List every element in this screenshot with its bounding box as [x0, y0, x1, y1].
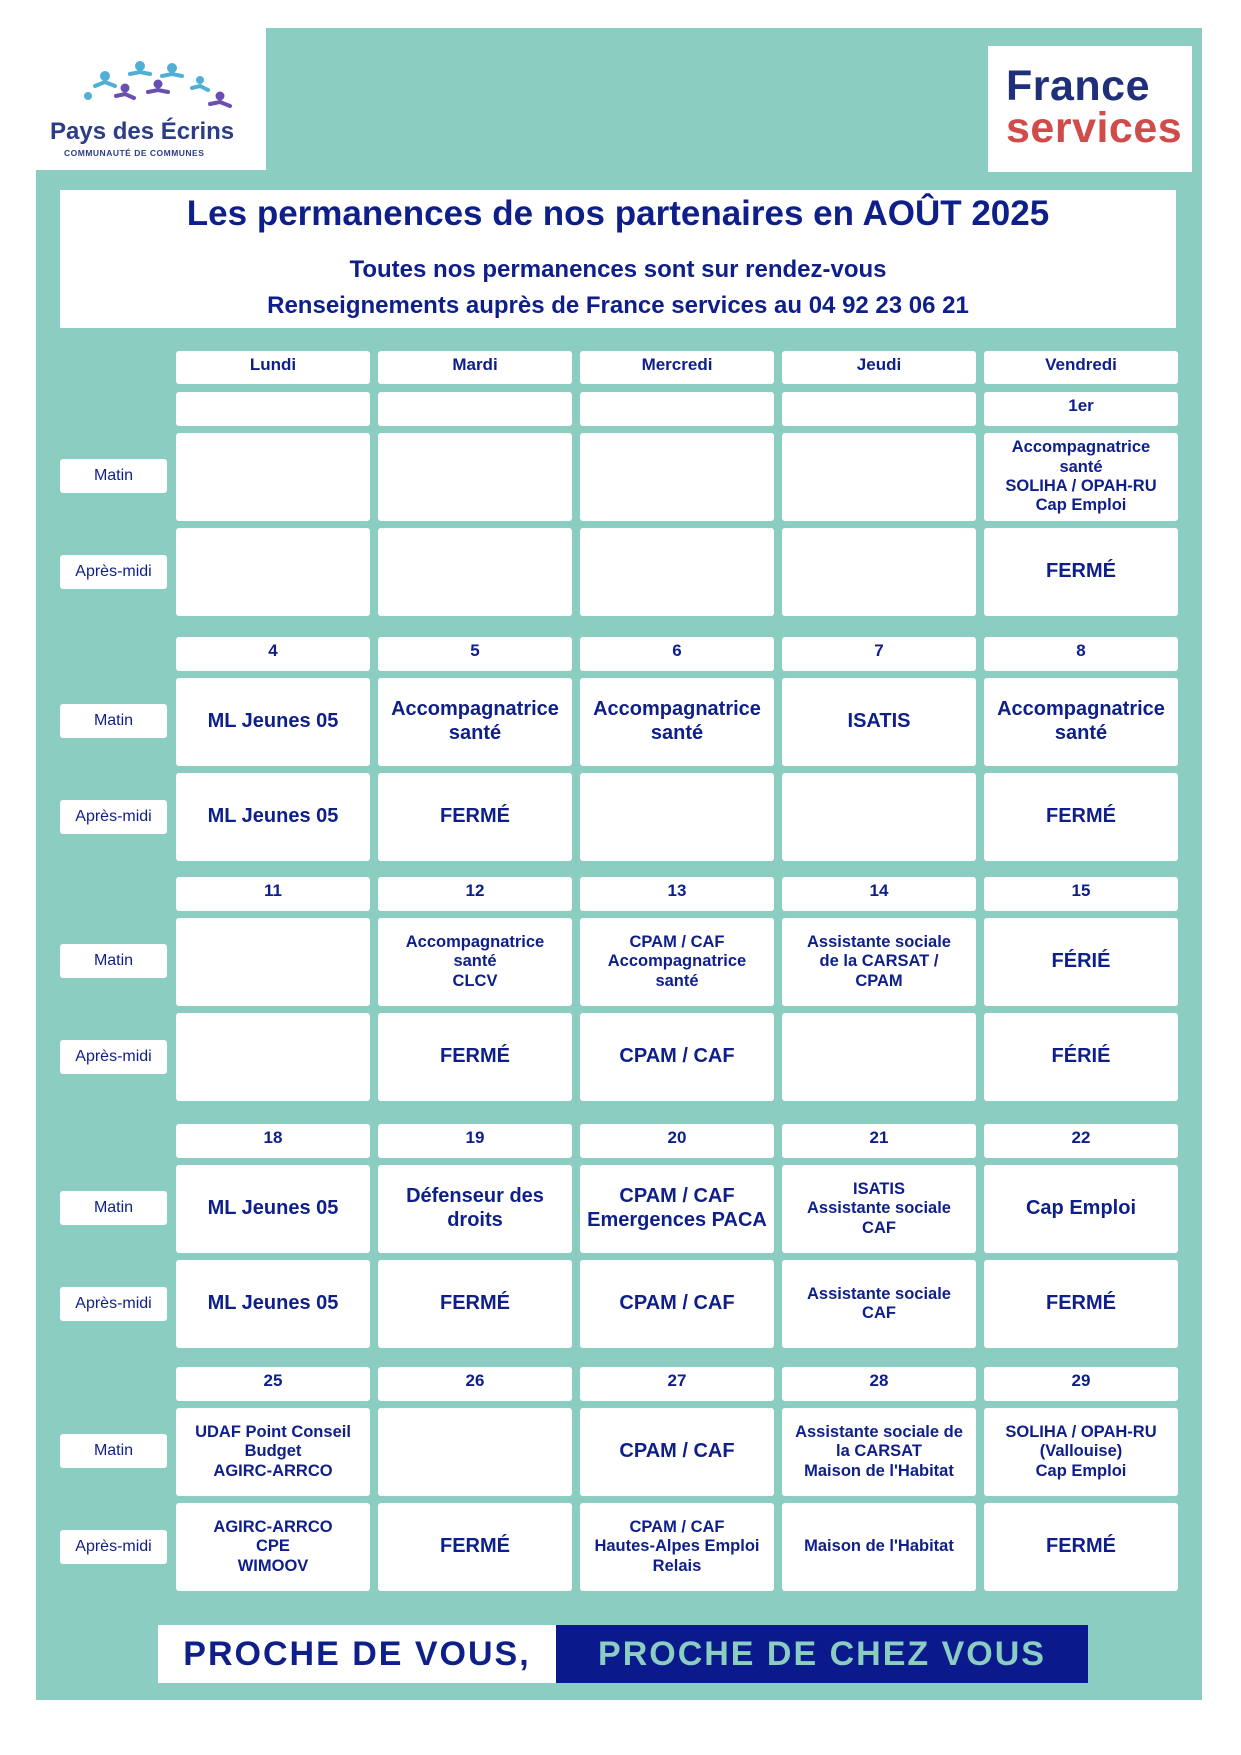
- day-header-2: Mercredi: [580, 351, 774, 384]
- morning-slot: Accompagnatrice santé SOLIHA / OPAH-RU Cap Emploi: [984, 433, 1178, 521]
- logo-subtitle: COMMUNAUTÉ DE COMMUNES: [64, 148, 205, 158]
- morning-slot: Cap Emploi: [984, 1165, 1178, 1253]
- afternoon-slot: FÉRIÉ: [984, 1013, 1178, 1101]
- date-cell: 27: [580, 1367, 774, 1401]
- logo-services: services: [1006, 104, 1183, 152]
- page-title: Les permanences de nos partenaires en AOÛT 2025: [186, 194, 1050, 233]
- morning-slot: Assistante sociale de la CARSAT Maison de l'Habitat: [782, 1408, 976, 1496]
- morning-slot: ML Jeunes 05: [176, 1165, 370, 1253]
- morning-slot: [378, 433, 572, 521]
- morning-slot: [176, 433, 370, 521]
- morning-slot: Assistante sociale de la CARSAT / CPAM: [782, 918, 976, 1006]
- afternoon-slot: Maison de l'Habitat: [782, 1503, 976, 1591]
- afternoon-slot: FERMÉ: [378, 773, 572, 861]
- morning-slot: [378, 1408, 572, 1496]
- afternoon-slot: FERMÉ: [378, 1260, 572, 1348]
- afternoon-slot: [782, 1013, 976, 1101]
- date-cell: [782, 392, 976, 426]
- day-header-3: Jeudi: [782, 351, 976, 384]
- afternoon-slot: [580, 773, 774, 861]
- morning-slot: UDAF Point Conseil Budget AGIRC-ARRCO: [176, 1408, 370, 1496]
- label-matin: Matin: [60, 704, 167, 738]
- label-apres-midi: Après-midi: [60, 1530, 167, 1564]
- date-cell: 6: [580, 637, 774, 671]
- afternoon-slot: CPAM / CAF Hautes-Alpes Emploi Relais: [580, 1503, 774, 1591]
- date-cell: 12: [378, 877, 572, 911]
- afternoon-slot: [176, 1013, 370, 1101]
- date-cell: 21: [782, 1124, 976, 1158]
- afternoon-slot: ML Jeunes 05: [176, 773, 370, 861]
- date-cell: 11: [176, 877, 370, 911]
- afternoon-slot: FERMÉ: [984, 773, 1178, 861]
- afternoon-slot: CPAM / CAF: [580, 1260, 774, 1348]
- afternoon-slot: Assistante sociale CAF: [782, 1260, 976, 1348]
- morning-slot: Accompagnatrice santé: [580, 678, 774, 766]
- afternoon-slot: FERMÉ: [984, 1503, 1178, 1591]
- subtitle-appointment: Toutes nos permanences sont sur rendez-vous: [349, 256, 887, 283]
- date-cell: [580, 392, 774, 426]
- afternoon-slot: CPAM / CAF: [580, 1013, 774, 1101]
- france-services-logo: [988, 46, 1192, 172]
- afternoon-slot: AGIRC-ARRCO CPE WIMOOV: [176, 1503, 370, 1591]
- date-cell: 26: [378, 1367, 572, 1401]
- afternoon-slot: [782, 528, 976, 616]
- date-cell: 22: [984, 1124, 1178, 1158]
- morning-slot: Accompagnatrice santé: [984, 678, 1178, 766]
- slogan-banner: [158, 1625, 1088, 1683]
- date-cell: 14: [782, 877, 976, 911]
- logo-name: Pays des Écrins: [50, 118, 235, 145]
- label-apres-midi: Après-midi: [60, 1287, 167, 1321]
- date-cell: 5: [378, 637, 572, 671]
- afternoon-slot: [378, 528, 572, 616]
- day-header-1: Mardi: [378, 351, 572, 384]
- day-header-0: Lundi: [176, 351, 370, 384]
- label-apres-midi: Après-midi: [60, 1040, 167, 1074]
- date-cell: 4: [176, 637, 370, 671]
- morning-slot: Accompagnatrice santé CLCV: [378, 918, 572, 1006]
- morning-slot: [580, 433, 774, 521]
- morning-slot: CPAM / CAF: [580, 1408, 774, 1496]
- date-cell: 25: [176, 1367, 370, 1401]
- afternoon-slot: [782, 773, 976, 861]
- morning-slot: CPAM / CAF Emergences PACA: [580, 1165, 774, 1253]
- slogan-right: PROCHE DE CHEZ VOUS: [556, 1625, 1088, 1683]
- logo-france: France: [1006, 62, 1151, 110]
- date-cell: 20: [580, 1124, 774, 1158]
- morning-slot: ML Jeunes 05: [176, 678, 370, 766]
- afternoon-slot: ML Jeunes 05: [176, 1260, 370, 1348]
- afternoon-slot: FERMÉ: [984, 528, 1178, 616]
- date-cell: 29: [984, 1367, 1178, 1401]
- slogan-left: PROCHE DE VOUS,: [158, 1625, 556, 1683]
- label-apres-midi: Après-midi: [60, 800, 167, 834]
- afternoon-slot: FERMÉ: [378, 1013, 572, 1101]
- pays-des-ecrins-logo: [36, 28, 266, 170]
- date-cell: 8: [984, 637, 1178, 671]
- afternoon-slot: FERMÉ: [378, 1503, 572, 1591]
- label-matin: Matin: [60, 1434, 167, 1468]
- date-cell: 15: [984, 877, 1178, 911]
- morning-slot: ISATIS Assistante sociale CAF: [782, 1165, 976, 1253]
- date-cell: [176, 392, 370, 426]
- label-matin: Matin: [60, 459, 167, 493]
- afternoon-slot: FERMÉ: [984, 1260, 1178, 1348]
- label-matin: Matin: [60, 1191, 167, 1225]
- morning-slot: [176, 918, 370, 1006]
- date-cell: 7: [782, 637, 976, 671]
- label-matin: Matin: [60, 944, 167, 978]
- morning-slot: [782, 433, 976, 521]
- morning-slot: ISATIS: [782, 678, 976, 766]
- date-cell: 18: [176, 1124, 370, 1158]
- label-apres-midi: Après-midi: [60, 555, 167, 589]
- morning-slot: SOLIHA / OPAH-RU (Vallouise) Cap Emploi: [984, 1408, 1178, 1496]
- date-cell: 28: [782, 1367, 976, 1401]
- date-cell: 19: [378, 1124, 572, 1158]
- morning-slot: FÉRIÉ: [984, 918, 1178, 1006]
- day-header-4: Vendredi: [984, 351, 1178, 384]
- morning-slot: Accompagnatrice santé: [378, 678, 572, 766]
- title-box: [60, 190, 1176, 328]
- afternoon-slot: [176, 528, 370, 616]
- date-cell: 13: [580, 877, 774, 911]
- morning-slot: CPAM / CAF Accompagnatrice santé: [580, 918, 774, 1006]
- date-cell: [378, 392, 572, 426]
- subtitle-contact: Renseignements auprès de France services au 04 92 23 06 21: [267, 292, 969, 319]
- afternoon-slot: [580, 528, 774, 616]
- date-cell: 1er: [984, 392, 1178, 426]
- morning-slot: Défenseur des droits: [378, 1165, 572, 1253]
